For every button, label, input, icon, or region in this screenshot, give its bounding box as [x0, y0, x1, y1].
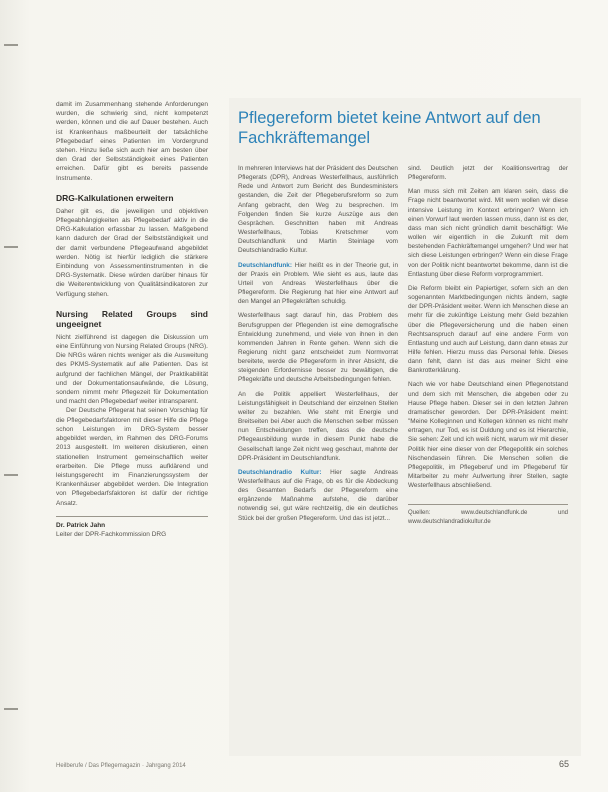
box-column-1 [238, 164, 398, 528]
left-para-3: Der Deutsche Pflegerat hat seinen Vorschlag für die Pflegebedarfsfaktoren mit dieser Hilfe die Pflege schon Leistungen im DRG-System besser abgebildet werden, im Rahmen des DRG-Forums 2013 ausgestellt. Im weiteren diskutieren, einen stationellen Instrument gemeinschaftlich weiter erarbeiten. Die Pflege muss aufklärend und leistungsgerecht im Finanzierungssystem der Krankenhäuser abgebildet werden. Die Integration von Pflegebedarfsfaktoren ist dafür der richtige Ansatz. [56, 407, 208, 507]
box-para: Die Reform bleibt ein Papiertiger, sofern sich an den sogenannten Marktbedingungen nichts ändern, sagte der DPR-Präsident weiter. Wenn ich Menschen diese an mehr für die zukünftige Leistung mehr Geld bezahlen über die Pflegeversicherung und die haben einen Rechtsanspruch darauf auf eine andere Form von Entlastung und auch auf Leistung, dann dann etwas zur Hilfe fehlen. Hierzu muss das Personal fehle. Dieses dann fehlt, dann ist das aus meiner Sicht eine Bankrotterklärung. [408, 284, 568, 375]
box-para: An die Politik appelliert Westerfellhaus, der Leistungsfähigkeit in Deutschland der einzelnen Stellen weiter zu bezahlen. Wie steht mit Energie und Breitseiten bei Aber auch die Menschen selber müssen nun Entscheidungen treffen, dass die deutsche Pflegeausbildung wurde in diesem Punkt habe die Gesellschaft lange Zeit nicht weg geschaut, mahnte der DPR-Präsident im Deutschlandfunk. [238, 390, 398, 462]
left-column [56, 100, 208, 539]
sources-note: Quellen: www.deutschlandfunk.de und www.deutschlandradiokultur.de [408, 504, 568, 526]
left-para-2: Nicht zielführend ist dagegen die Diskussion um eine Einführung von Nursing Related Groups (NRG). Die NRGs wären nichts weniger als die Ausweitung des PKMS-Systematik auf alle Patienten. Das ist aufgrund der fachlichen Mängel, der Praktikabilität und der Dokumentationsaufwände, die Lösung, sondern nimmt mehr Pflegezeit für Dokumentation und macht den Pflegebedarf weiter intransparent. [56, 333, 208, 406]
heading-drg-kalkulationen: DRG-Kalkulationen erweitern [56, 192, 174, 203]
box-para: sind. Deutlich jetzt der Koalitionsvertrag der Pflegereform. [408, 165, 568, 182]
author-block [56, 516, 208, 539]
crop-mark [4, 246, 18, 248]
page-number: 65 [559, 759, 570, 769]
box-para: Nach wie vor habe Deutschland einen Pflegenotstand und dem sich mit Menschen, die abgeben oder zu Hause Pflege haben. Dieser sei in den letzten Jahren dramatischer geworden. Der DPR-Präsident meint: "Meine Kolleginnen und Kollegen können es nicht mehr ertragen, nur Tod, es ist Duldung und es ist Hierarchie, Sie sehen: Zeit und ich weiß nicht, warum wir mit dieser Politik hier eine dieser von der Pflegepolitik ein solches Nischendasein führen. Die Menschen sollen die Pflegepolitik, im Pflegeberuf und im Pflegeberuf für Mitarbeiter zu mehr Aufwertung ihrer Stellen, sagte Westerfellhaus abschließend. [408, 381, 568, 490]
box-para: In mehreren Interviews hat der Präsident des Deutschen Pflegerats (DPR), Andreas Westerfellhaus, ausführlich Rede und Antwort zum Bericht des Bundesministers gestanden, die Zeit der Pflegeberufsreform so zum Anfang gebracht, den Weg zu besprechen. Im Folgenden finden Sie kurze Auszüge aus den Gesprächen. Geschnitten haben mit Andreas Westerfellhaus, Tobias Kretschmer vom Deutschlandfunk und Martin Steinlage vom Deutschlandradio Kultur. [238, 165, 398, 255]
crop-mark [4, 708, 18, 710]
left-para-1: Daher gilt es, die jeweiligen und objektiven Pflegeabhängigkeiten als Pflegebedarf aktiv in die DRG-Kalkulation erfassbar zu lassen. Maßgebend kann dadurch der Grad der Selbstständigkeit und der damit verbundene Pflegeaufwand abgebildet werden. Nötig ist hierfür lediglich die stärkere Einbindung von Assessmentinstrumenten in die DRG-Systematik. Diese würden darüber hinaus für die Weiterentwicklung von Qualitätsindikatoren zur Verfügung stehen. [56, 207, 208, 298]
crop-mark [4, 44, 18, 46]
box-para-text: Hier heißt es in der Theorie gut, in der Praxis ein Problem. Wie sieht es aus, laute das Urteil von Andreas Westerfellhaus über die Pflegereform. Die Regierung hat hier eine Antwort auf den Mangel an Pflegekräften schuldig. [238, 261, 398, 306]
author-role: Leiter der DPR-Fachkommission DRG [56, 530, 167, 538]
box-para: Westerfellhaus sagt darauf hin, das Problem des Berufsgruppen der Pflegenden ist eine demografische Entwicklung zunehmend, und viele von ihnen in den kommenden Jahren in Rente gehen. Wenn sich die Regierung nicht ganz entscheidet zum Normvorrat bereitete, werde die Pflegereform in ihrer Absicht, die steigenden Erfordernisse besser zu bewältigen, die Pflegekräfte und deutsche Arbeitsbedingungen fehlen. [238, 312, 398, 384]
box-lead-deutschlandradio: Deutschlandradio Kultur: [238, 468, 322, 476]
box-column-2 [408, 164, 568, 526]
footer-publication: Heilberufe / Das Pflegemagazin · Jahrgang 2014 [56, 763, 186, 769]
box-lead-deutschlandfunk: Deutschlandfunk: [238, 261, 292, 269]
box-para [238, 468, 398, 523]
left-intro: damit im Zusammenhang stehende Anforderungen wurden, die schwierig sind, nicht kompetenzt werden, können und die auf Dauer bestehen. Auch ist Krankenhaus maßbeurteilt der tatsächliche Pflegebedarf eines Patienten im Vordergrund stehen. Hinzu ließe sich auch hier am besten über den Grad der Selbstständigkeit eines Patienten erreichen. Dafür gibt es bereits passende Instrumente. [56, 101, 208, 182]
crop-mark [4, 474, 18, 476]
box-para-text: Hier sagte Andreas Westerfellhaus auf die Frage, ob es für die Abdeckung des Gesamten Bedarfs der Pflegereform eine ergänzende Maßnahme aufstehe, die darüber notwendig sei, gut wäre rechtzeitig, die ein deutliches Stück bei der großen Pflegereform. Und das ist jetzt... [238, 468, 398, 522]
author-name: Dr. Patrick Jahn [56, 521, 106, 529]
heading-nursing-related-groups: Nursing Related Groups sind ungeeignet [56, 308, 208, 329]
box-para [238, 261, 398, 307]
box-title: Pflegereform bietet keine Antwort auf den Fachkräftemangel [238, 109, 541, 147]
box-para: Man muss sich mit Zeiten am klaren sein, dass die Frage nicht beantwortet wird. Mit wem wollen wir diese intensive Leistung im Kontext erbringen? Wenn ich einen Vorwurf laut werden lassen muss, dann ist es der, dass man sich nicht gründlich damit beschäftigt: Wie wollen wir eigentlich in die Zukunft mit dem bestehenden Fachkräftemangel umgehen? Und wer hat sich diese Leistungen erbringen? Wenn ein diese Frage von der Politik nicht beantwortet bekomme, dann ist die Entlastung über diese Reform vorprogrammiert. [408, 188, 568, 278]
